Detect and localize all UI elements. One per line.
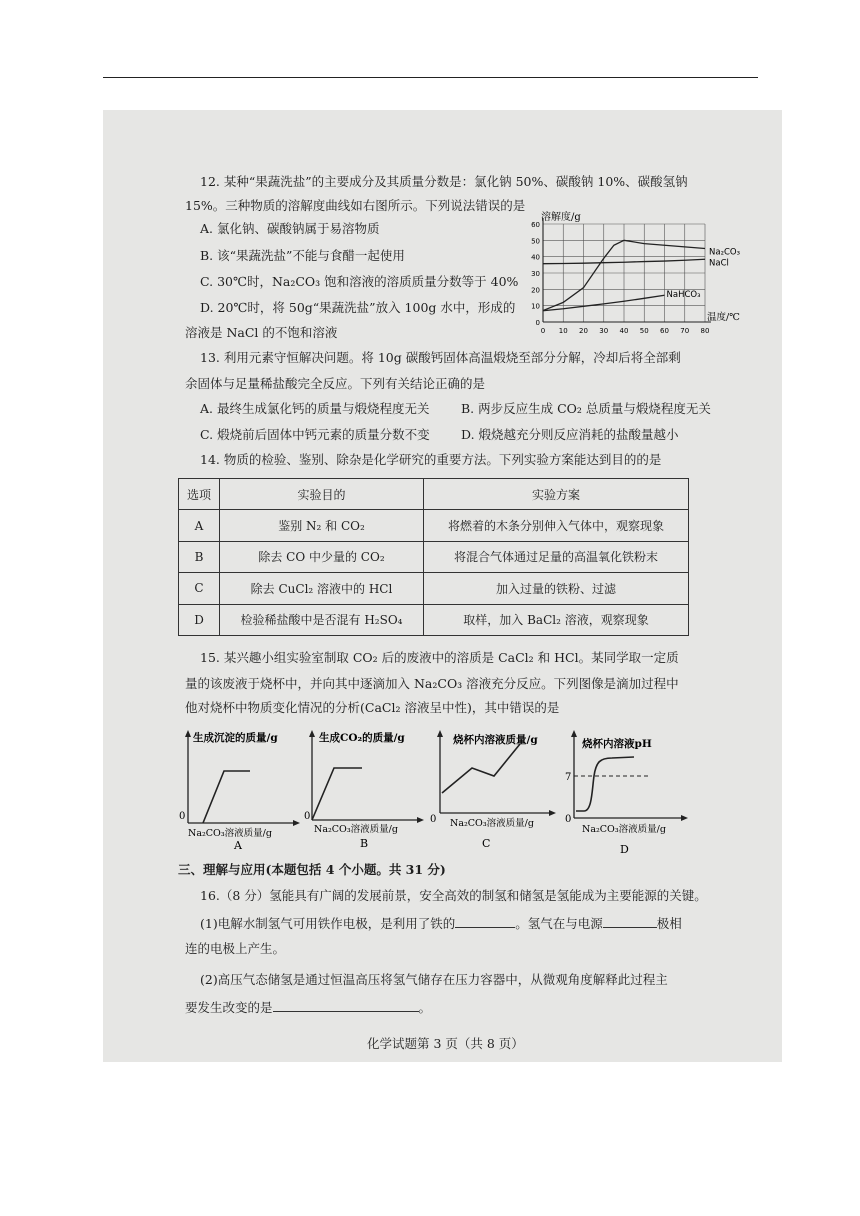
q13-stem-line1: 13. 利用元素守恒解决问题。将 10g 碳酸钙固体高温煅烧至部分分解，冷却后将全部剩 (200, 350, 681, 365)
y-tick-label: 40 (531, 253, 540, 262)
q12-option-b: B. 该“果蔬洗盐”不能与食醋一起使用 (200, 248, 405, 263)
q15-line2: 量的该废液于烧杯中，并向其中逐滴加入 Na₂CO₃ 溶液充分反应。下列图像是滴加过程中 (185, 676, 679, 691)
q16-part2-text: 要发生改变的是 (185, 1000, 273, 1015)
q12-stem-line1: 12. 某种“果蔬洗盐”的主要成分及其质量分数是：氯化钠 50%、碳酸钠 10%、碳酸氢钠 (200, 174, 688, 189)
q16-stem: 16.（8 分）氢能具有广阔的发展前景，安全高效的制氢和储氢是氢能成为主要能源的关键。 (200, 888, 707, 903)
x-tick-label: 70 (680, 327, 690, 335)
page-footer: 化学试题第 3 页（共 8 页） (367, 1036, 524, 1051)
x-tick-label: 80 (700, 327, 710, 335)
q15-line1: 15. 某兴趣小组实验室制取 CO₂ 后的废液中的溶质是 CaCl₂ 和 HCl。某同学取一定质 (200, 650, 679, 665)
graph-d-ylabel: 烧杯内溶液pH (582, 738, 652, 750)
row-plan: 加入过量的铁粉、过滤 (424, 573, 689, 604)
y-tick-label: 50 (531, 237, 540, 246)
y-tick-label: 60 (531, 221, 540, 229)
header-option: 选项 (179, 479, 220, 510)
table-row (179, 573, 689, 604)
q13-option-b: B. 两步反应生成 CO₂ 总质量与煅烧程度无关 (461, 401, 711, 416)
q16-part1-text-c: 极相 (656, 916, 682, 931)
row-option: C (179, 573, 220, 604)
graph-a-ylabel: 生成沉淀的质量/g (193, 732, 278, 744)
row-purpose: 除去 CO 中少量的 CO₂ (220, 541, 424, 572)
graph-c-ylabel: 烧杯内溶液质量/g (453, 734, 538, 746)
graph-c-xlabel: Na₂CO₃溶液质量/g (450, 818, 534, 829)
q12-stem-line2: 15%。三种物质的溶解度曲线如右图所示。下列说法错误的是 (185, 198, 526, 213)
graph-d-xlabel: Na₂CO₃溶液质量/g (582, 824, 666, 835)
x-tick-label: 20 (579, 327, 588, 335)
graph-c-letter: C (482, 837, 491, 850)
q14-stem: 14. 物质的检验、鉴别、除杂是化学研究的重要方法。下列实验方案能达到目的的是 (200, 452, 662, 467)
x-tick-label: 40 (619, 327, 629, 335)
q15-graph-a (178, 728, 303, 850)
q16-part1 (200, 915, 682, 932)
q16-blank-3[interactable] (273, 999, 419, 1012)
graph-b-xlabel: Na₂CO₃溶液质量/g (314, 824, 398, 835)
table-row (179, 541, 689, 572)
x-tick-label: 50 (639, 327, 649, 335)
series-label: NaHCO₃ (666, 290, 701, 301)
series-label: Na₂CO₃ (709, 247, 741, 258)
q12-option-d-line1: D. 20℃时，将 50g“果蔬洗盐”放入 100g 水中，形成的 (200, 300, 516, 315)
x-tick-label: 60 (660, 327, 669, 335)
graph-d-origin: 0 (565, 814, 572, 825)
header-plan: 实验方案 (424, 479, 689, 510)
q15-line3: 他对烧杯中物质变化情况的分析(CaCl₂ 溶液呈中性)，其中错误的是 (185, 700, 560, 715)
graph-d-curve (576, 757, 634, 811)
q15-graph-d (562, 728, 692, 860)
row-option: D (179, 604, 220, 635)
y-tick-label: 0 (535, 319, 540, 327)
q12-option-a: A. 氯化钠、碳酸钠属于易溶物质 (200, 221, 380, 236)
q14-table (178, 478, 689, 636)
row-purpose: 鉴别 N₂ 和 CO₂ (220, 510, 424, 541)
graph-c-curve (442, 744, 520, 793)
graph-d-ph-mark: 7 (565, 772, 572, 783)
q16-blank-2[interactable] (603, 915, 657, 928)
row-purpose: 除去 CuCl₂ 溶液中的 HCl (220, 573, 424, 604)
row-plan: 将燃着的木条分别伸入气体中，观察现象 (424, 510, 689, 541)
q16-part2-line1: (2)高压气态储氢是通过恒温高压将氢气储存在压力容器中，从微观角度解释此过程主 (200, 972, 668, 987)
graph-b-curve (312, 768, 362, 820)
q12-option-d-line2: 溶液是 NaCl 的不饱和溶液 (185, 325, 338, 340)
q15-graph-c (430, 728, 560, 850)
y-axis-label: 溶解度/g (541, 212, 581, 223)
graph-a-xlabel: Na₂CO₃溶液质量/g (188, 828, 272, 839)
q16-part1-text-a: (1)电解水制氢气可用铁作电极，是利用了铁的 (200, 916, 456, 931)
row-option: B (179, 541, 220, 572)
x-axis-label: 温度/℃ (707, 312, 740, 323)
x-tick-label: 30 (599, 327, 609, 335)
y-tick-label: 20 (531, 286, 540, 295)
q13-stem-line2: 余固体与足量稀盐酸完全反应。下列有关结论正确的是 (185, 376, 486, 391)
y-tick-label: 10 (531, 302, 540, 311)
q13-option-a: A. 最终生成氯化钙的质量与煅烧程度无关 (200, 401, 430, 416)
y-tick-label: 30 (531, 270, 540, 278)
graph-a-curve (203, 771, 250, 823)
q16-part1-line2: 连的电极上产生。 (185, 941, 286, 956)
header-rule (103, 77, 758, 78)
q15-graph-b (302, 728, 427, 850)
row-plan: 取样，加入 BaCl₂ 溶液，观察现象 (424, 604, 689, 635)
series-label: NaCl (709, 258, 729, 269)
graph-b-letter: B (360, 837, 369, 850)
row-option: A (179, 510, 220, 541)
header-purpose: 实验目的 (220, 479, 424, 510)
graph-b-origin: 0 (304, 811, 311, 822)
row-plan: 将混合气体通过足量的高温氧化铁粉末 (424, 541, 689, 572)
graph-b-ylabel: 生成CO₂的质量/g (319, 732, 405, 744)
row-purpose: 检验稀盐酸中是否混有 H₂SO₄ (220, 604, 424, 635)
graph-d-letter: D (620, 843, 629, 856)
q16-part2-line2 (185, 999, 431, 1016)
table-row (179, 604, 689, 635)
x-tick-label: 0 (540, 327, 546, 335)
graph-c-origin: 0 (430, 814, 437, 825)
q12-option-c: C. 30℃时，Na₂CO₃ 饱和溶液的溶质质量分数等于 40% (200, 274, 519, 289)
graph-a-origin: 0 (179, 811, 186, 822)
x-tick-label: 10 (558, 327, 568, 335)
table-header-row (179, 479, 689, 510)
solubility-chart (523, 210, 773, 340)
section-heading: 三、理解与应用(本题包括 4 个小题。共 31 分) (178, 862, 446, 877)
table-row (179, 510, 689, 541)
q13-option-c: C. 煅烧前后固体中钙元素的质量分数不变 (200, 427, 430, 442)
graph-a-letter: A (234, 839, 242, 850)
q16-part1-text-b: 。氢气在与电源 (515, 916, 603, 931)
q16-part2-end: 。 (418, 1000, 432, 1015)
q16-blank-1[interactable] (455, 915, 515, 928)
solubility-chart-svg (523, 210, 773, 340)
q13-option-d: D. 煅烧越充分则反应消耗的盐酸量越小 (461, 427, 679, 442)
